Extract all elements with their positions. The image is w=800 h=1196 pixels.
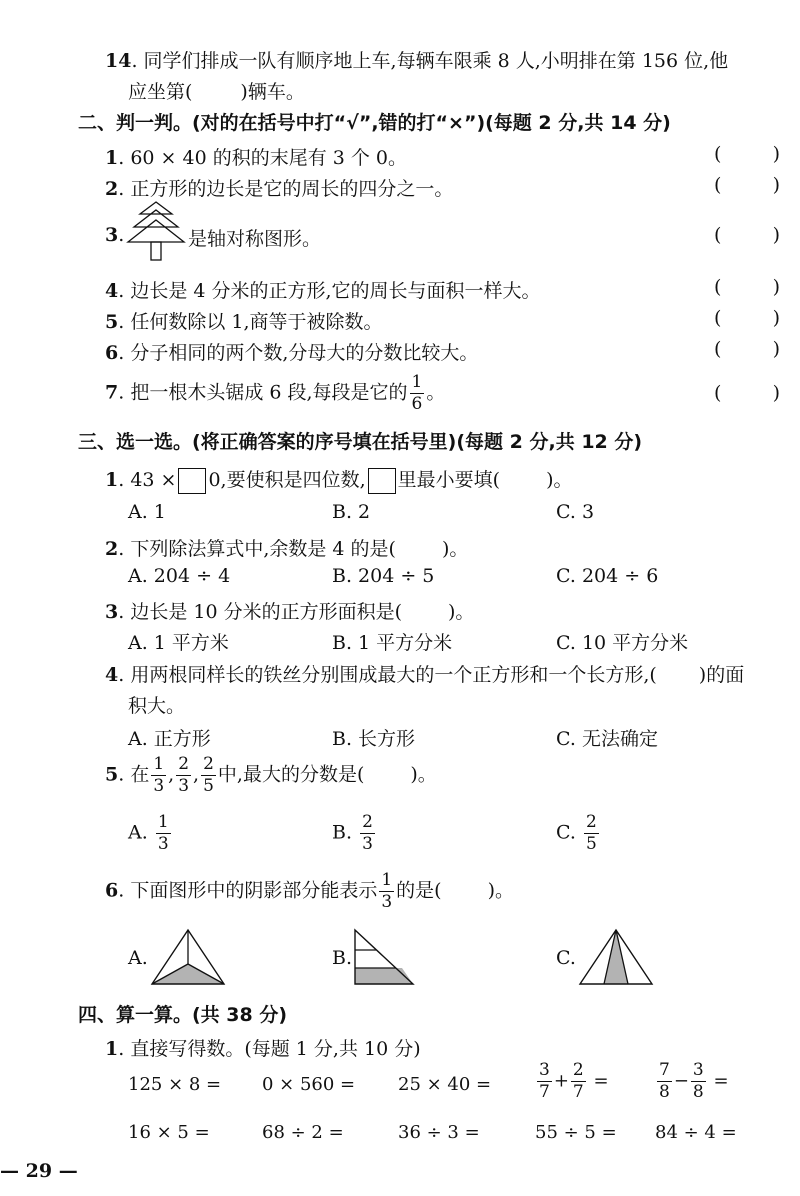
triangle-figure-a[interactable] <box>150 928 226 986</box>
calc-item: 68 ÷ 2 = <box>262 1122 344 1143</box>
judge-item-3: 3. <box>105 224 125 246</box>
option-b[interactable]: B. $\frac{2}{3}$ <box>332 812 373 854</box>
page-number: — 29 — <box>0 1160 78 1182</box>
option-a[interactable]: A. $\frac{1}{3}$ <box>128 812 169 854</box>
option-b[interactable]: B. 204 ÷ 5 <box>332 565 435 587</box>
judge-answer-7[interactable]: ( ) <box>714 382 780 404</box>
calc-q1: 1. 直接写得数。(每题 1 分,共 10 分) <box>105 1038 421 1060</box>
choice-q1: 1. 43 × 0,要使积是四位数, 里最小要填( )。 <box>105 465 572 494</box>
fraction: $\frac{1}{6}$ <box>411 372 423 414</box>
option-a[interactable]: A. 正方形 <box>128 728 211 750</box>
choice-q6: 6. 下面图形中的阴影部分能表示 $\frac{1}{3}$ 的是( )。 <box>105 870 515 912</box>
judge-answer-2[interactable]: ( ) <box>714 174 780 196</box>
option-a[interactable]: A. 1 平方米 <box>128 632 229 654</box>
option-b[interactable]: B. 2 <box>332 501 371 523</box>
question-number: 14 <box>105 50 132 72</box>
judge-answer-3[interactable]: ( ) <box>714 224 780 246</box>
box-blank[interactable] <box>368 468 396 494</box>
choice-q4: 4. 用两根同样长的铁丝分别围成最大的一个正方形和一个长方形,( )的面 <box>105 664 745 686</box>
judge-answer-4[interactable]: ( ) <box>714 276 780 298</box>
judge-answer-5[interactable]: ( ) <box>714 307 780 329</box>
judge-answer-1[interactable]: ( ) <box>714 143 780 165</box>
choice-q3: 3. 边长是 10 分米的正方形面积是( )。 <box>105 601 475 623</box>
option-a[interactable]: A. 204 ÷ 4 <box>128 565 231 587</box>
section-4-heading: 四、算一算。(共 38 分) <box>78 1004 288 1026</box>
option-b[interactable]: B. 长方形 <box>332 728 416 750</box>
calc-item-fraction-add: $\frac{3}{7}$ + $\frac{2}{7}$ = <box>539 1060 609 1102</box>
tree-figure <box>126 200 186 264</box>
trapezoid-figure-b[interactable] <box>353 928 415 986</box>
judge-item-5: 5. 任何数除以 1,商等于被除数。 <box>105 311 383 333</box>
triangle-figure-c[interactable] <box>578 928 654 986</box>
option-b[interactable]: B. 1 平方分米 <box>332 632 453 654</box>
calc-item: 36 ÷ 3 = <box>398 1122 480 1143</box>
calc-item: 25 × 40 = <box>398 1074 492 1095</box>
option-c[interactable]: C. $\frac{2}{5}$ <box>556 812 597 854</box>
calc-item-fraction-sub: $\frac{7}{8}$ − $\frac{3}{8}$ = <box>659 1060 729 1102</box>
calc-item: 125 × 8 = <box>128 1074 222 1095</box>
box-blank[interactable] <box>178 468 206 494</box>
choice-q5: 5. 在 $\frac{1}{3}$ , $\frac{2}{3}$ , $\frac{2}{5}$ 中,最大的分数是( )。 <box>105 754 437 796</box>
option-c[interactable]: C. 3 <box>556 501 595 523</box>
option-c[interactable]: C. 无法确定 <box>556 728 658 750</box>
judge-answer-6[interactable]: ( ) <box>714 338 780 360</box>
section-2-heading: 二、判一判。(对的在括号中打“√”,错的打“×”)(每题 2 分,共 14 分) <box>78 112 671 134</box>
option-c[interactable]: C. 204 ÷ 6 <box>556 565 659 587</box>
calc-item: 84 ÷ 4 = <box>655 1122 737 1143</box>
judge-item-3-text: 是轴对称图形。 <box>188 228 322 250</box>
judge-item-6: 6. 分子相同的两个数,分母大的分数比较大。 <box>105 342 479 364</box>
option-b[interactable]: B. <box>332 947 353 969</box>
question-text: 同学们排成一队有顺序地上车,每辆车限乘 8 人,小明排在第 156 位,他 <box>143 50 729 72</box>
calc-item: 55 ÷ 5 = <box>535 1122 617 1143</box>
choice-q2: 2. 下列除法算式中,余数是 4 的是( )。 <box>105 538 469 560</box>
judge-item-7: 7. 把一根木头锯成 6 段,每段是它的 $\frac{1}{6}$ 。 <box>105 372 446 414</box>
option-c[interactable]: C. <box>556 947 576 969</box>
judge-item-4: 4. 边长是 4 分米的正方形,它的周长与面积一样大。 <box>105 280 541 302</box>
option-c[interactable]: C. 10 平方分米 <box>556 632 689 654</box>
calc-item: 16 × 5 = <box>128 1122 210 1143</box>
judge-item-1: 1. 60 × 40 的积的末尾有 3 个 0。 <box>105 147 408 169</box>
option-a[interactable]: A. <box>128 947 148 969</box>
question-14: 14. 同学们排成一队有顺序地上车,每辆车限乘 8 人,小明排在第 156 位,他 <box>105 50 729 72</box>
judge-item-2: 2. 正方形的边长是它的周长的四分之一。 <box>105 178 454 200</box>
question-14-line2: 应坐第( )辆车。 <box>128 81 305 103</box>
choice-q4-line2: 积大。 <box>128 695 186 717</box>
option-a[interactable]: A. 1 <box>128 501 166 523</box>
section-3-heading: 三、选一选。(将正确答案的序号填在括号里)(每题 2 分,共 12 分) <box>78 431 643 453</box>
calc-item: 0 × 560 = <box>262 1074 356 1095</box>
